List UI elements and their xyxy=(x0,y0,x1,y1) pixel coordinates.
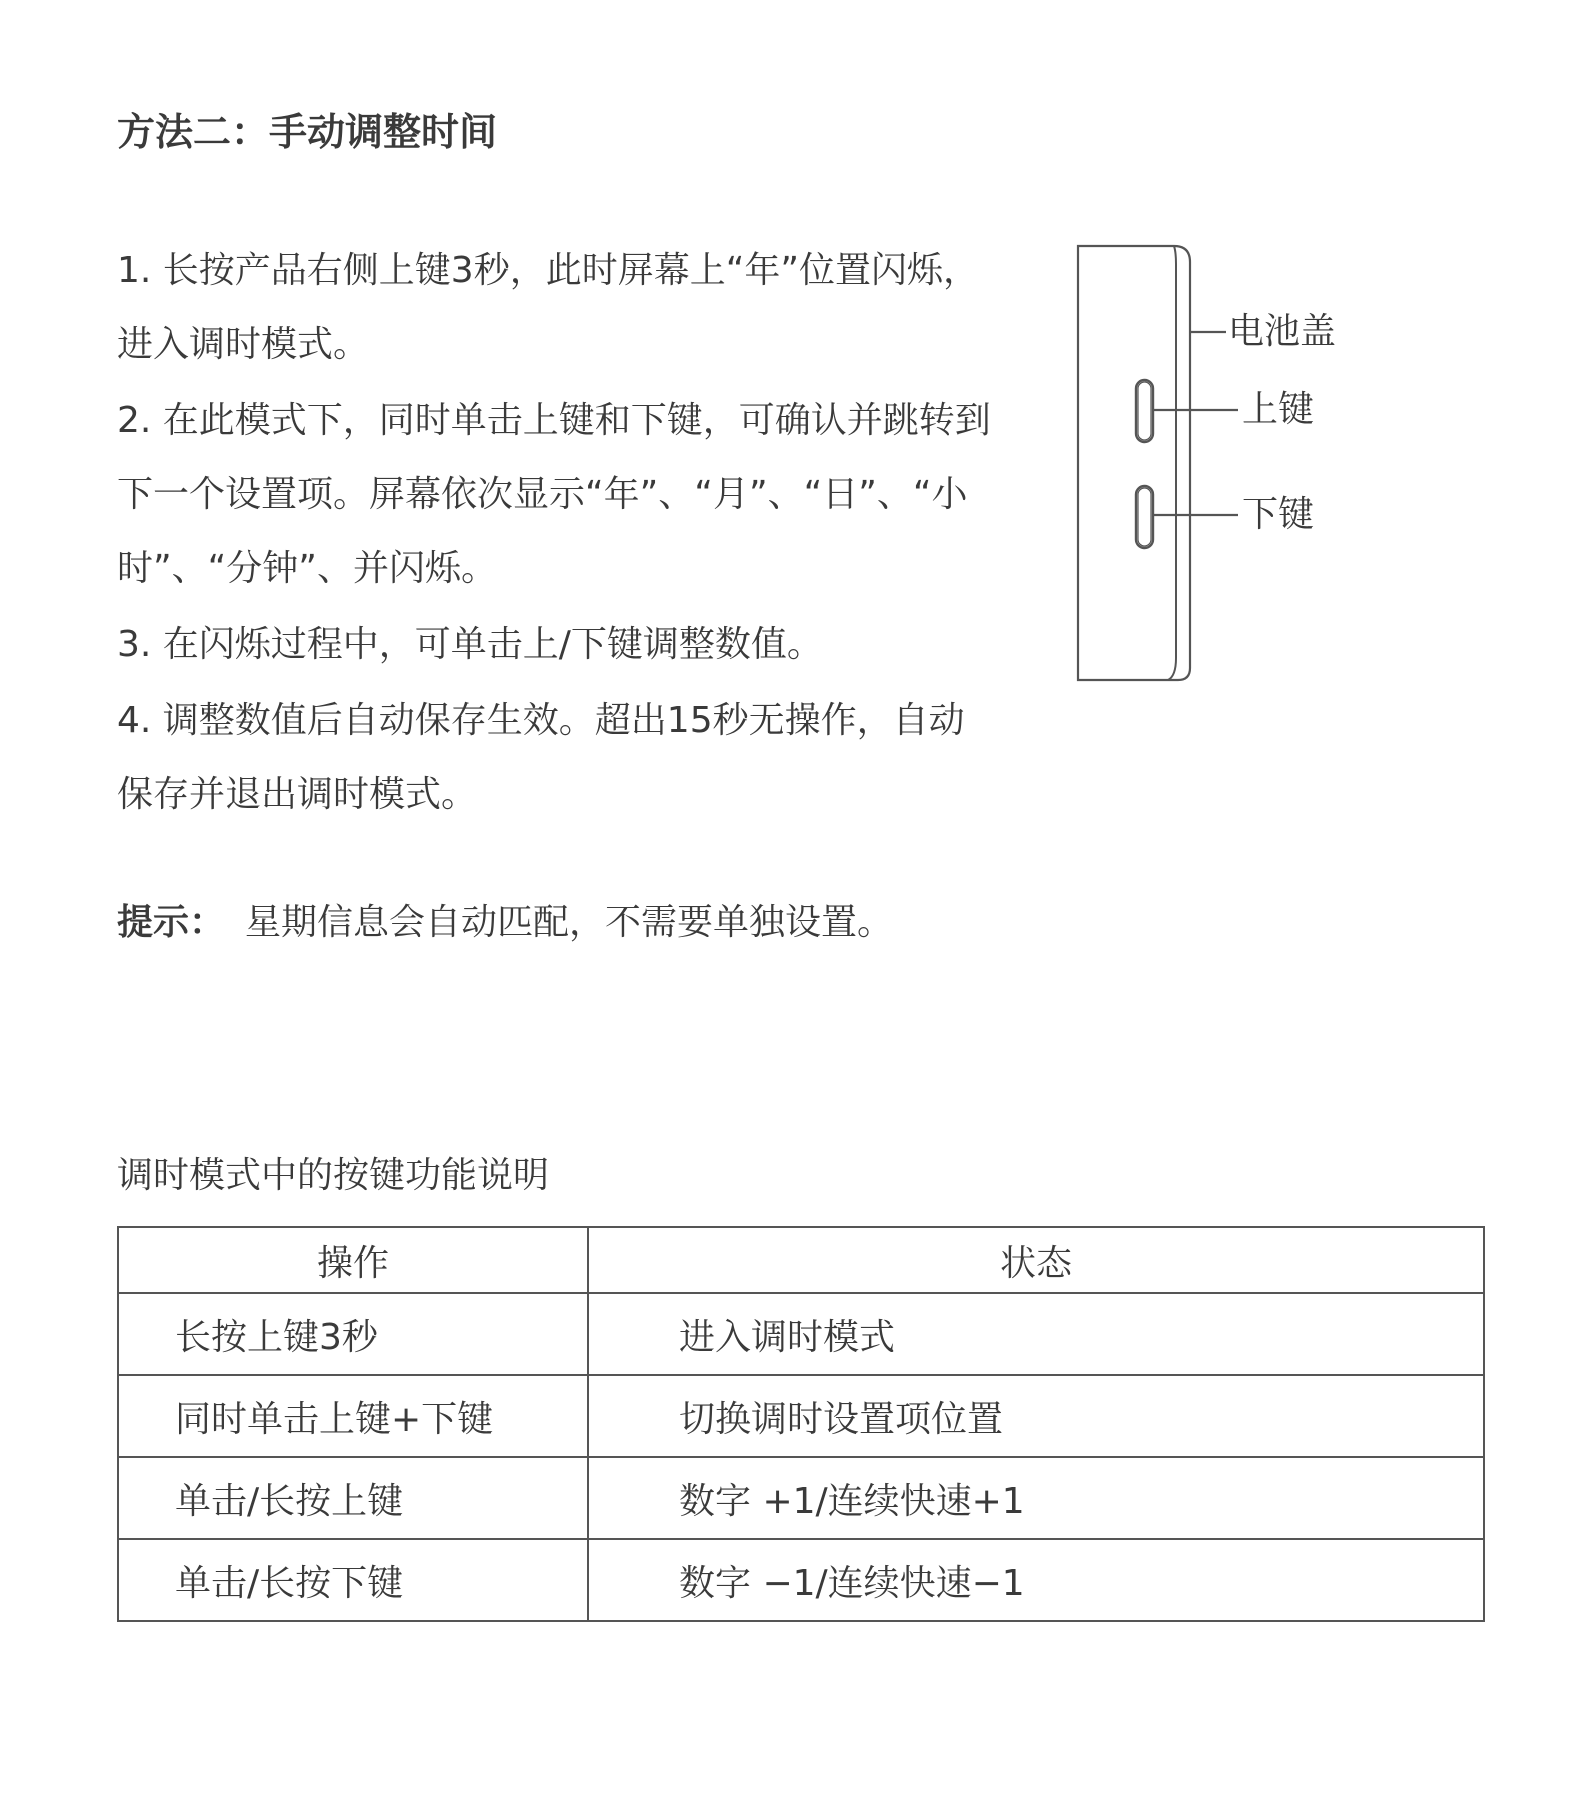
operation-cell: 长按上键3秒 xyxy=(118,1293,588,1375)
device-outline xyxy=(1060,238,1390,688)
table-row xyxy=(118,1375,1484,1457)
operation-cell: 单击/长按下键 xyxy=(118,1539,588,1621)
step-4: 4. 调整数值后自动保存生效。超出15秒无操作，自动保存并退出调时模式。 xyxy=(117,700,965,815)
device-side-diagram xyxy=(1060,238,1390,688)
status-cell: 切换调时设置项位置 xyxy=(588,1375,1484,1457)
tip-label: 提示： xyxy=(117,902,226,943)
header-operation: 操作 xyxy=(118,1227,588,1293)
step-3: 3. 在闪烁过程中，可单击上/下键调整数值。 xyxy=(117,624,823,665)
header-status: 状态 xyxy=(588,1227,1484,1293)
status-cell: 进入调时模式 xyxy=(588,1293,1484,1375)
tip-note xyxy=(117,896,893,950)
table-title: 调时模式中的按键功能说明 xyxy=(117,1155,550,1196)
table-header-row xyxy=(118,1227,1484,1293)
operation-cell: 同时单击上键+下键 xyxy=(118,1375,588,1457)
table-row xyxy=(118,1457,1484,1539)
step-list xyxy=(117,234,997,834)
tip-text: 星期信息会自动匹配，不需要单独设置。 xyxy=(245,902,894,943)
status-cell: 数字 +1/连续快速+1 xyxy=(588,1457,1484,1539)
operation-cell: 单击/长按上键 xyxy=(118,1457,588,1539)
status-cell: 数字 −1/连续快速−1 xyxy=(588,1539,1484,1621)
battery-cover-label: 电池盖 xyxy=(1228,311,1337,352)
table-row xyxy=(118,1539,1484,1621)
up-key-label: 上键 xyxy=(1242,389,1315,430)
section-heading: 方法二：手动调整时间 xyxy=(117,110,498,154)
table-row xyxy=(118,1293,1484,1375)
down-key-label: 下键 xyxy=(1242,494,1315,535)
step-1: 1. 长按产品右侧上键3秒，此时屏幕上“年”位置闪烁，进入调时模式。 xyxy=(117,250,979,365)
key-function-table xyxy=(117,1226,1485,1622)
step-2: 2. 在此模式下，同时单击上键和下键，可确认并跳转到下一个设置项。屏幕依次显示“年”、“月”、“日”、“小时”、“分钟”、并闪烁。 xyxy=(117,400,991,589)
